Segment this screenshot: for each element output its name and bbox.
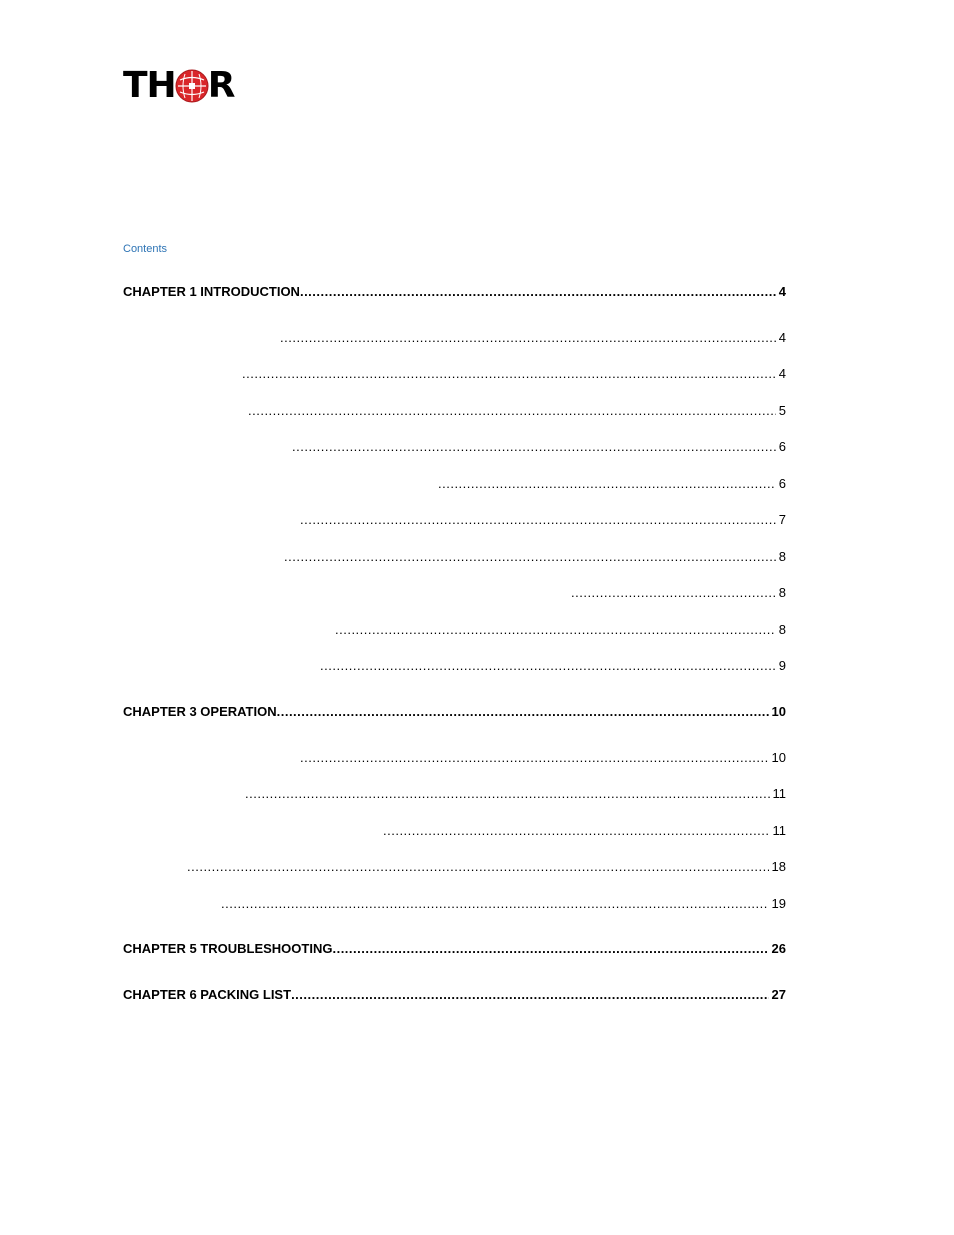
toc-chapter-entry[interactable] [123,704,786,719]
toc-dot-leader [221,896,769,911]
toc-entry[interactable] [300,750,786,765]
toc-entry[interactable] [187,859,786,874]
toc-dot-leader [291,987,768,1002]
toc-entry[interactable] [284,549,786,564]
toc-entry[interactable] [571,585,786,600]
toc-dot-leader [292,439,776,454]
toc-dot-leader [245,786,770,801]
toc-entry-label: CHAPTER 5 TROUBLESHOOTING [123,941,333,956]
toc-dot-leader [300,512,776,527]
toc-entry[interactable] [292,439,786,454]
toc-chapter-entry[interactable] [123,987,786,1002]
toc-entry[interactable] [248,403,786,418]
toc-page-number: 4 [778,330,786,345]
toc-dot-leader [320,658,776,673]
toc-dot-leader [187,859,769,874]
toc-dot-leader [248,403,776,418]
toc-entry[interactable] [335,622,786,637]
toc-dot-leader [438,476,776,491]
toc-page-number: 11 [772,786,786,801]
toc-entry[interactable] [320,658,786,673]
toc-page-number: 9 [778,658,786,673]
toc-page-number: 8 [778,549,786,564]
toc-entry[interactable] [280,330,786,345]
toc-dot-leader [242,366,776,381]
toc-page-number: 6 [778,476,786,491]
toc-dot-leader [332,941,768,956]
toc-dot-leader [571,585,776,600]
toc-dot-leader [300,284,776,299]
toc-page-number: 19 [771,896,786,911]
toc-dot-leader [335,622,776,637]
toc-entry[interactable] [438,476,786,491]
toc-page-number: 8 [778,622,786,637]
logo-text-right: R [207,65,235,106]
toc-page-number: 5 [778,403,786,418]
toc-entry[interactable] [221,896,786,911]
toc-entry-label: CHAPTER 6 PACKING LIST [123,987,292,1002]
toc-page-number: 4 [778,284,786,299]
toc-page-number: 26 [771,941,786,956]
toc-dot-leader [300,750,769,765]
toc-page-number: 7 [778,512,786,527]
toc-page-number: 8 [778,585,786,600]
toc-entry[interactable] [383,823,786,838]
toc-dot-leader [277,704,769,719]
toc-dot-leader [383,823,770,838]
toc-dot-leader [284,549,776,564]
toc-dot-leader [280,330,776,345]
toc-page-number: 27 [771,987,786,1002]
toc-entry[interactable] [242,366,786,381]
toc-entry-label: CHAPTER 3 OPERATION [123,704,277,719]
toc-page-number: 10 [771,750,786,765]
toc-page-number: 4 [778,366,786,381]
contents-heading: Contents [123,243,168,255]
toc-page-number: 18 [771,859,786,874]
logo-text-left: TH [123,65,176,106]
toc-page-number: 10 [771,704,786,719]
toc-chapter-entry[interactable] [123,284,786,299]
toc-entry[interactable] [300,512,786,527]
toc-chapter-entry[interactable] [123,941,786,956]
toc-entry-label: CHAPTER 1 INTRODUCTION [123,284,300,299]
toc-page-number: 11 [772,823,786,838]
toc-entry[interactable] [245,786,786,801]
toc-page-number: 6 [778,439,786,454]
